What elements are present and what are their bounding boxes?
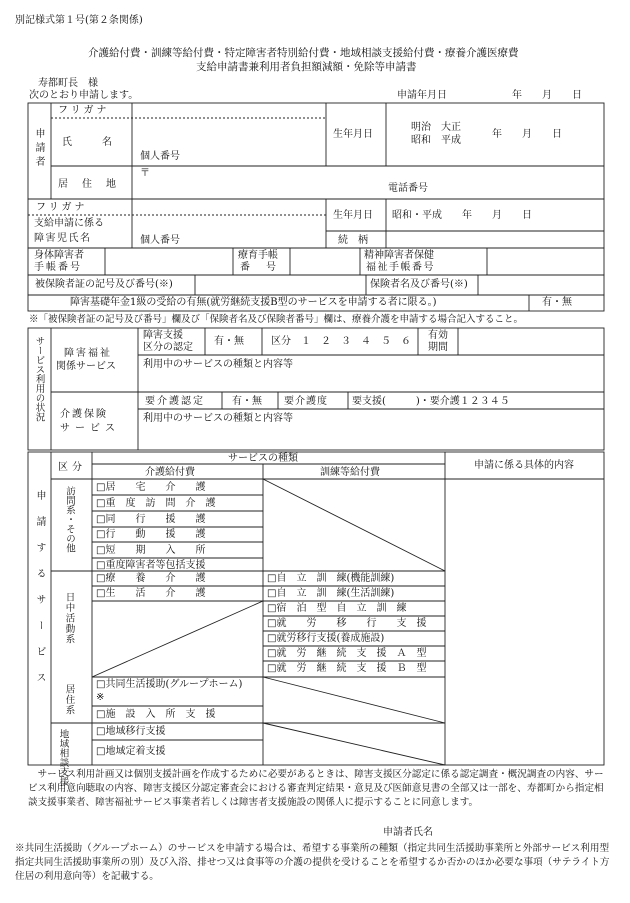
child-dob-label: 生年月日 [333, 210, 373, 221]
day-item-kino[interactable]: □自 立 訓 練(機能訓練) [267, 573, 395, 584]
visit-item-hokatsu[interactable]: □重度障害者等包括支援 [96, 560, 206, 571]
welfare-in-use-label: 利用中のサービスの種類と内容等 [143, 359, 293, 370]
care-cert-label: 要介護認定 [145, 396, 205, 407]
relation-label: 続 柄 [338, 235, 368, 246]
child-kojin-label: 個人番号 [140, 235, 180, 246]
res-item-group-home[interactable]: □共同生活援助(グループホーム) [96, 679, 243, 690]
insurer-label: 保険者名及び番号(※) [370, 279, 468, 290]
pension-label: 障害基礎年金1級の受給の有無(就労継続支援B型のサービスを申請する者に限る。) [70, 297, 437, 308]
applicant-section-label: 申請者 [33, 128, 44, 170]
valid-label1: 有効 [428, 330, 448, 341]
physical-handbook-label2: 手帳番号 [34, 262, 82, 273]
applicant-era-line2: 昭和 平成 [411, 135, 461, 146]
care-level-label: 要介護度 [284, 396, 328, 407]
group-res-label: 居住系 [63, 684, 75, 716]
day-item-shukuhaku[interactable]: □宿 泊 型 自 立 訓 練 [267, 603, 407, 614]
cert-label1: 障害支援 [143, 330, 183, 341]
form-title-line2: 支給申請書兼利用者負担額減額・免除等申請書 [196, 61, 417, 73]
physical-handbook-label1: 身体障害者 [34, 250, 84, 261]
application-date-field[interactable]: 年 月 日 [512, 90, 582, 101]
child-dob-field[interactable]: 昭和・平成 年 月 日 [392, 210, 532, 221]
mental-handbook-label2: 福祉手帳番号 [366, 262, 435, 273]
form-number: 別記様式第１号(第２条関係) [15, 15, 143, 26]
applicant-furigana-label: フリガナ [58, 105, 110, 116]
ryoiku-handbook-label1: 療育手帳 [238, 250, 278, 261]
applicant-dob-label: 生年月日 [333, 129, 373, 140]
pension-choice[interactable]: 有・無 [542, 297, 572, 308]
visit-item-kyotaku[interactable]: □居 宅 介 護 [96, 482, 206, 493]
group-chiiki-label: 地域相談支援 [57, 729, 69, 786]
day-item-ryoyo[interactable]: □療 養 介 護 [96, 573, 206, 584]
addressee: 寿都町長 様 [38, 78, 98, 89]
visit-item-kodo[interactable]: □行 動 援 護 [96, 529, 206, 540]
care-label1: 介護保険 [60, 409, 108, 420]
application-date-label: 申請年月日 [397, 90, 447, 101]
day-item-keizoku-a[interactable]: □就 労 継 続 支 援 Ａ 型 [267, 648, 427, 659]
chiiki-item-ikou[interactable]: □地域移行支援 [96, 726, 166, 737]
insured-number-label: 被保険者証の記号及び番号(※) [35, 279, 173, 290]
kaigo-header: 介護給付費 [145, 467, 195, 478]
applicant-kojin-label: 個人番号 [140, 151, 180, 162]
day-item-ikou-yosei[interactable]: □就労移行支援(養成施設) [267, 633, 385, 644]
usage-section-label: サービス利用の状況 [33, 336, 45, 422]
kubun-header: 区分 [58, 462, 86, 473]
kubun-options[interactable]: 区分 １ ２ ３ ４ ５ ６ [271, 336, 411, 347]
group-day-label: 日中活動系 [63, 592, 75, 645]
applicant-address-label: 居 住 地 [58, 179, 118, 190]
group-visit-label: 訪問系・その他 [63, 486, 75, 553]
postal-mark: 〒 [140, 168, 150, 179]
applicant-name-label: 氏 名 [62, 137, 112, 148]
day-item-keizoku-b[interactable]: □就 労 継 続 支 援 Ｂ 型 [267, 663, 427, 674]
care-level-options[interactable]: 要支援( )・要介護１２３４５ [352, 396, 510, 407]
care-cert-yes-no[interactable]: 有・無 [232, 396, 262, 407]
ryoiku-handbook-label2: 番 号 [240, 262, 279, 273]
day-item-ikou[interactable]: □就 労 移 行 支 援 [267, 618, 427, 629]
child-label-line1: 支給申請に係る [34, 218, 104, 229]
applicant-era-line1: 明治 大正 [411, 122, 461, 133]
cert-yes-no[interactable]: 有・無 [214, 336, 244, 347]
care-label2: サービス [60, 423, 120, 434]
valid-label2: 期間 [428, 342, 448, 353]
visit-item-judo[interactable]: □重 度 訪 問 介 護 [96, 498, 216, 509]
applicant-dob-field[interactable]: 年 月 日 [492, 129, 562, 140]
care-in-use-label: 利用中のサービスの種類と内容等 [143, 413, 293, 424]
footnote: ※共同生活援助（グループホーム）のサービスを申請する場合は、希望する事業所の種類（指定共同生活援助事業所と外部サービス利用型指定共同生活援助事業所の別）及び入浴、排せつ又は食事等の介護の提供を受けることを希望するか否かのほか必要な事項（サテライト方住居の利用意向等）を記載する。 [15, 843, 610, 882]
intro-text: 次のとおり申請します。 [29, 90, 139, 101]
detail-header: 申請に係る具体的内容 [474, 460, 574, 471]
child-label-line2: 障害児氏名 [34, 233, 92, 244]
phone-label: 電話番号 [388, 183, 428, 194]
cert-label2: 区分の認定 [143, 342, 193, 353]
chiiki-item-teichaku[interactable]: □地域定着支援 [96, 746, 166, 757]
signature-label: 申請者氏名 [383, 827, 433, 838]
child-furigana-label: フリガナ [36, 202, 88, 213]
welfare-label2: 関係サービス [56, 361, 116, 372]
visit-item-doko[interactable]: □同 行 援 護 [96, 514, 206, 525]
service-types-header: サービスの種類 [228, 453, 298, 464]
day-item-seikatsu-kunren[interactable]: □自 立 訓 練(生活訓練) [267, 588, 395, 599]
form-title-line1: 介護給付費・訓練等給付費・特定障害者特別給付費・地域相談支援給付費・療養介護医療費 [88, 47, 519, 59]
visit-item-tanki[interactable]: □短 期 入 所 [96, 545, 206, 556]
kunren-header: 訓練等給付費 [320, 467, 380, 478]
welfare-label1: 障害福祉 [64, 348, 112, 359]
request-section-label: 申請するサービス [34, 490, 45, 698]
day-item-seikatsu[interactable]: □生 活 介 護 [96, 588, 206, 599]
note-insured: ※「被保険者証の記号及び番号」欄及び「保険者名及び保険者番号」欄は、療養介護を申請する場合記入すること。 [29, 314, 524, 325]
res-item-note-mark: ※ [96, 692, 105, 703]
consent-text: サービス利用計画又は個別支援計画を作成するために必要があるときは、障害支援区分認定に係る認定調査・概況調査の内容、サービス利用意向聴取の内容、障害支援区分認定審査会における審査判定結果・意見及び医師意見書の全部又は一部を、寿都町から指定相談支援事業者、障害福祉サービス事業者若しくは障害者支援施設の関係人に提示することに同意します。 [28, 769, 604, 808]
res-item-shisetsu[interactable]: □施 設 入 所 支 援 [96, 709, 216, 720]
mental-handbook-label1: 精神障害者保健 [364, 250, 434, 261]
